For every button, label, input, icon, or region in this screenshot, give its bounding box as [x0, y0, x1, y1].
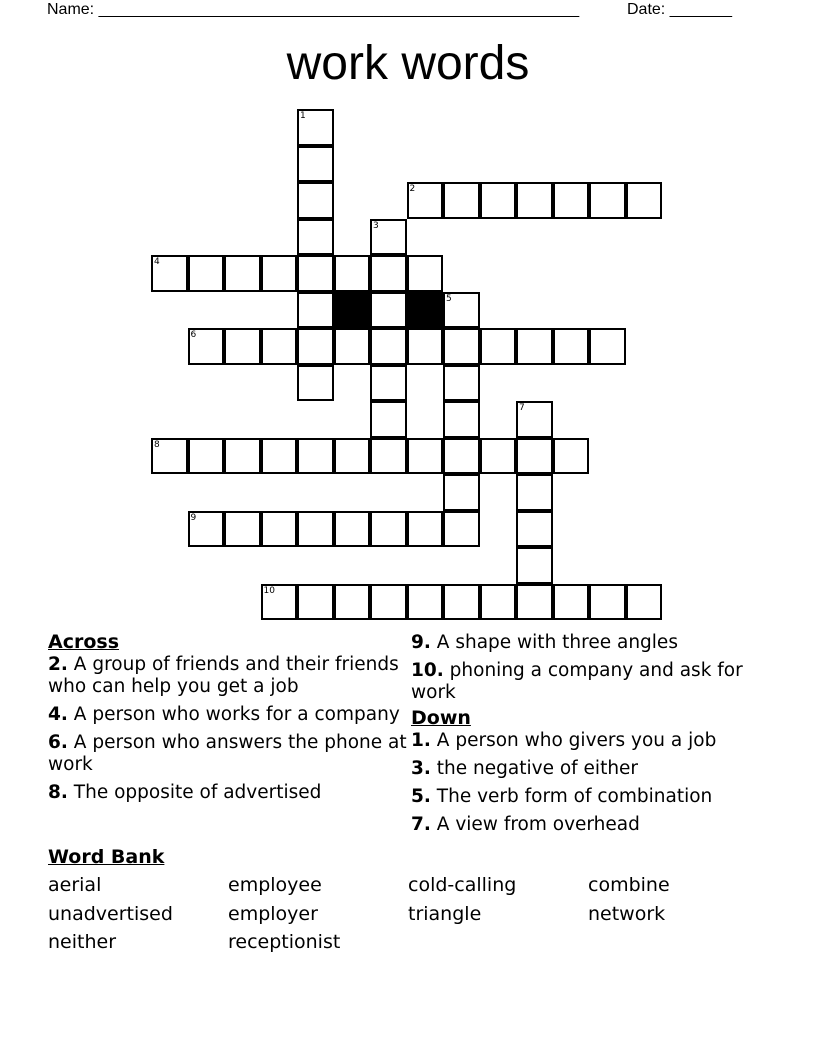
grid-cell[interactable]: [334, 255, 371, 292]
grid-cell[interactable]: [370, 292, 407, 329]
clue-down-7: 7. A view from overhead: [411, 814, 640, 835]
clue-down-5: 5. The verb form of combination: [411, 786, 713, 807]
grid-cell[interactable]: [297, 182, 334, 219]
grid-cell[interactable]: [516, 547, 553, 584]
grid-cell[interactable]: [297, 255, 334, 292]
clue-number: 3: [373, 220, 379, 231]
grid-cell[interactable]: [480, 328, 517, 365]
grid-cell[interactable]: [480, 182, 517, 219]
clues-right-column: [411, 630, 761, 842]
word-bank-item: employer: [228, 902, 318, 925]
clue-across-2: 2. A group of friends and their friends who can help you get a job: [48, 654, 399, 697]
clue-across-4: 4. A person who works for a company: [48, 704, 400, 725]
word-bank-item: network: [588, 902, 666, 925]
grid-cell[interactable]: [516, 328, 553, 365]
grid-cell[interactable]: [297, 146, 334, 183]
grid-cell[interactable]: [480, 438, 517, 475]
date-field-label: Date: _______: [627, 1, 732, 18]
grid-cell[interactable]: [261, 584, 298, 621]
grid-cell[interactable]: [553, 182, 590, 219]
grid-cell[interactable]: [407, 328, 444, 365]
grid-cell[interactable]: [261, 255, 298, 292]
grid-cell[interactable]: [443, 511, 480, 548]
grid-cell[interactable]: [224, 255, 261, 292]
grid-cell[interactable]: [370, 401, 407, 438]
grid-cell[interactable]: [589, 328, 626, 365]
grid-cell[interactable]: [188, 511, 225, 548]
grid-cell[interactable]: [370, 365, 407, 402]
grid-cell[interactable]: [443, 365, 480, 402]
grid-cell[interactable]: [334, 584, 371, 621]
word-bank-item: receptionist: [228, 931, 341, 953]
clue-down-1: 1. A person who givers you a job: [411, 730, 717, 751]
grid-cell[interactable]: [370, 584, 407, 621]
word-bank-item: unadvertised: [48, 902, 173, 925]
clue-number: 6: [190, 330, 197, 340]
grid-cell[interactable]: [297, 438, 334, 475]
grid-cell[interactable]: [626, 584, 663, 621]
black-cell: [334, 292, 371, 329]
grid-cell[interactable]: [516, 438, 553, 475]
grid-cell[interactable]: [626, 182, 663, 219]
clue-number: 8: [154, 439, 160, 450]
clue-number: 1: [300, 111, 306, 121]
grid-cell[interactable]: [334, 328, 371, 365]
grid-cell[interactable]: [297, 328, 334, 365]
grid-cell[interactable]: [553, 328, 590, 365]
grid-cell[interactable]: [407, 438, 444, 475]
grid-cell[interactable]: [516, 474, 553, 511]
clue-down-3: 3. the negative of either: [411, 758, 639, 779]
word-bank-item: cold-calling: [408, 874, 517, 896]
grid-cell[interactable]: [297, 511, 334, 548]
grid-cell[interactable]: [370, 219, 407, 256]
grid-cell[interactable]: [553, 584, 590, 621]
grid-cell[interactable]: [224, 438, 261, 475]
grid-cell[interactable]: [297, 584, 334, 621]
grid-cell[interactable]: [407, 584, 444, 621]
grid-cell[interactable]: [516, 401, 553, 438]
grid-cell[interactable]: [370, 328, 407, 365]
grid-cell[interactable]: [443, 438, 480, 475]
clue-number: 7: [519, 403, 525, 413]
grid-cell[interactable]: [443, 328, 480, 365]
grid-cell[interactable]: [407, 182, 444, 219]
grid-cell[interactable]: [188, 438, 225, 475]
grid-cell[interactable]: [407, 255, 444, 292]
grid-cell[interactable]: [297, 219, 334, 256]
word-bank-item: neither: [48, 931, 117, 953]
grid-cell[interactable]: [297, 365, 334, 402]
grid-cell[interactable]: [516, 511, 553, 548]
grid-cell[interactable]: [516, 584, 553, 621]
grid-cell[interactable]: [188, 255, 225, 292]
clue-number: 4: [154, 257, 160, 267]
grid-cell[interactable]: [370, 255, 407, 292]
grid-cell[interactable]: [480, 584, 517, 621]
clue-across-9: 9. A shape with three angles: [411, 632, 678, 653]
clues-left-column: [48, 630, 408, 810]
grid-cell[interactable]: [443, 292, 480, 329]
clue-number: 9: [190, 512, 197, 523]
grid-cell[interactable]: [516, 182, 553, 219]
clue-number: 5: [446, 293, 452, 304]
grid-cell[interactable]: [224, 511, 261, 548]
clue-number: 10: [263, 585, 275, 596]
down-heading: Down: [411, 707, 471, 729]
black-cell: [407, 292, 444, 329]
grid-cell[interactable]: [589, 182, 626, 219]
grid-cell[interactable]: [297, 292, 334, 329]
clue-number: 2: [409, 184, 416, 194]
word-bank-item: triangle: [408, 902, 482, 925]
grid-cell[interactable]: [261, 328, 298, 365]
word-bank-item: employee: [228, 874, 322, 896]
word-bank-heading: Word Bank: [48, 846, 165, 868]
grid-cell[interactable]: [297, 109, 334, 146]
grid-cell[interactable]: [443, 584, 480, 621]
grid-cell[interactable]: [334, 438, 371, 475]
name-field-label: Name: ______________________________________________________: [47, 1, 580, 18]
grid-cell[interactable]: [261, 511, 298, 548]
grid-cell[interactable]: [443, 182, 480, 219]
grid-cell[interactable]: [151, 255, 188, 292]
grid-cell[interactable]: [261, 438, 298, 475]
across-heading: Across: [48, 631, 120, 653]
page-title: work words: [286, 37, 530, 90]
grid-cell[interactable]: [224, 328, 261, 365]
word-bank-item: aerial: [48, 874, 102, 896]
grid-cell[interactable]: [443, 401, 480, 438]
grid-cell[interactable]: [443, 474, 480, 511]
grid-cell[interactable]: [370, 511, 407, 548]
grid-cell[interactable]: [188, 328, 225, 365]
grid-cell[interactable]: [151, 438, 188, 475]
grid-cell[interactable]: [589, 584, 626, 621]
word-bank-item: combine: [588, 874, 670, 896]
clue-across-6: 6. A person who answers the phone at work: [48, 732, 407, 775]
clue-across-8: 8. The opposite of advertised: [48, 782, 322, 803]
grid-cell[interactable]: [334, 511, 371, 548]
clue-across-10: 10. phoning a company and ask for work: [411, 660, 743, 703]
grid-cell[interactable]: [553, 438, 590, 475]
grid-cell[interactable]: [370, 438, 407, 475]
grid-cell[interactable]: [407, 511, 444, 548]
